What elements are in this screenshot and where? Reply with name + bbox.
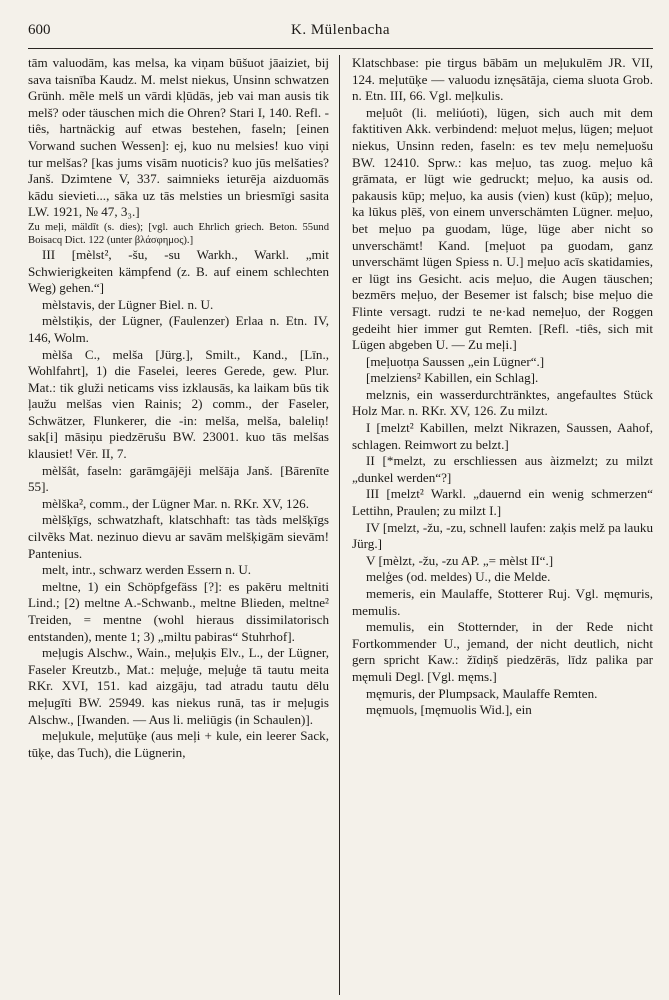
- dictionary-entry: meltne, 1) ein Schöpfgefäss [?]: es pakēru meltniti Lind.; [2) meltne A.-Schwanb., meltne Blieden, meltne² Treiden, = mentne (wohl hieraus dissimilatorisch entstanden), mente 1; 3) „miltu pabiras“ Stuhrhof].: [28, 578, 329, 644]
- dictionary-entry: mèlša C., melša [Jürg.], Smilt., Kand., [Līn., Wohlfahrt], 1) die Faselei, leeres Gerede, gew. Plur. Mat.: tik gluži neticams viss izklausās, ka laikam būs tik ļaužu melšas vien Rainis; 2) comm., der Faseler, Schwätzer, Flunkerer, die -in: melša, melša, baleliņ! sak[i] māsiņu piedzērušu BW. 23001. kuo tās melšas klausiet! Vēr. II, 7.: [28, 346, 329, 462]
- dictionary-entry: męmuols, [męmuolis Wid.], ein: [366, 702, 532, 718]
- dictionary-entry: mèlstavis, der Lügner Biel. n. U.: [42, 296, 214, 312]
- dictionary-entry: III [mèlst², -šu, -su Warkh., Warkl. „mit Schwierigkeiten kämpfend (z. B. auf einem schlechten Weg) gehen.“]: [28, 246, 329, 296]
- dictionary-entry: mèlstiķis, der Lügner, (Faulenzer) Erlaa n. Etn. IV, 146, Wolm.: [28, 313, 329, 345]
- dictionary-entry: memeris, ein Maulaffe, Stotterer Ruj. Vgl. męmuris, memulis.: [352, 586, 653, 618]
- right-column: [340, 55, 653, 995]
- two-column-body: [28, 55, 653, 995]
- etymology-note: Zu meļi, mäldīt (s. dies); [vgl. auch Ehrlich griech. Beton. 55und Boisacq Dict. 122 (unter βλάσφημος).]: [28, 221, 329, 246]
- dictionary-entry: mèlšât, faseln: garāmgājēji melšāja Janš. [Bārenīte 55].: [28, 462, 329, 495]
- dictionary-entry: memulis, ein Stotternder, in der Rede nicht Fortkommender U., jemand, der nicht deutlich, nicht gern spricht Kaw.: žīdiņš piedzērās, līdz palika par męmuli Degl. [Vgl. męms.]: [352, 619, 653, 684]
- header-rule: [28, 48, 653, 49]
- dictionary-entry: III [melzt² Warkl. „dauernd ein wenig schmerzen“ Lettihn, Praulen; zu milzt I.]: [352, 486, 653, 519]
- dictionary-entry: melģes (od. meldes) U., die Melde.: [366, 569, 551, 585]
- dictionary-entry: melznis, ein wasserdurchtränktes, angefaultes Stück Holz Mar. n. RKr. XV, 126. Zu milzt.: [352, 386, 653, 419]
- dictionary-entry: meļugis Alschw., Wain., meļuķis Elv., L., der Lügner, Faseler Kreutzb., Mat.: meļuģe, meļuģe tā tautu meita RKr. XVI, 151. kad aizgāju, tad atradu tautu dēlu meļugīti BW. 25949. kas niekus runā, tas ir meļugis Alschw., [Iwanden. — Aus li. meliūgis (in Schaulen)].: [28, 645, 329, 727]
- left-column: [28, 55, 340, 995]
- dictionary-entry: I [melzt² Kabillen, melzt Nikrazen, Saussen, Aahof, schlagen. Reimwort zu belzt.]: [352, 420, 653, 452]
- entry-continuation: tām valuodām, kas melsa, ka viņam būšuot jāaiziet, bij sava taisnība Kaudz. M. melst niekus, Unsinn schwatzen Grünh. mẽle melš un vārdi kļūdās, jeb vai man ausis tik melš? oder täuschen mich die Ohren? Stari I, 140. Refl. -tiês, hartnäckig auf etwas bestehen, faseln; [einen Vorwand suchen Wessen]: ej, kuo nu melsies! kuo viņi tur melšas? [kas jums visām nuoticis? kuo jūs melšaties? Janš. Dzimtene V, 337. saimnieks ieturēja aizduomās kādu sievieti..., sāka uz tās melsties un briesmīgi sasita LW. 1921, № 47, 3₃.]: [28, 55, 329, 220]
- dictionary-entry: męmuris, der Plumpsack, Maulaffe Remten.: [366, 685, 598, 701]
- page-header: [28, 22, 653, 44]
- running-head: K. Mülenbacha: [291, 22, 390, 38]
- dictionary-entry: mèlšķīgs, schwatzhaft, klatschhaft: tas tàds melšķīgs cilvẽks Mat. nezinuo dievu ar savām melšķigām sievām! Pantenius.: [28, 512, 329, 561]
- entry-continuation: Klatschbase: pie tirgus bābām un meļukulēm JR. VII, 124. meļutūķe — valuodu iznęsātāja, ciema sluota Grob. n. Etn. III, 66. Vgl. meļkulis.: [352, 55, 653, 104]
- page-number: 600: [28, 22, 51, 38]
- dictionary-entry: meļukule, meļutūķe (aus meļi + kule, ein leerer Sack, tūķe, das Tuch), die Lügnerin,: [28, 728, 329, 760]
- dictionary-entry: [meļuotņa Saussen „ein Lügner“.]: [366, 353, 545, 369]
- dictionary-entry: V [mèlzt, -žu, -zu AP. „= mèlst II“.]: [366, 552, 554, 568]
- dictionary-entry: meļuôt (li. meliúoti), lügen, sich auch mit dem faktitiven Akk. verbindend: meļuot meļus, lügen; meļuot niekus, Unsinn reden, faseln: es tev meļu nemeļuošu BW. 12410. Sprw.: kas meļuo, tas zuog. meļuo kâ grāmata, er lügt wie gedruckt; meļuo, ka ausis od. pakausis kūp; meļuo, ka ausis (vien) kust (kūp); meļuo, ka lūkus plēš, von einem unverschämten Lügner. meļuo, bet meļuo pa guodam, lüge, lüge aber nicht so unverschämt! Kand. [meļuot pa guodam, ganz unverschämt lügen Spiess n. U.] meļuo acīs skatidamies, er lügt ins Gesicht. acis meļuo, die Augen täuschen; bezmērs meļuo, der Besemer ist falsch; bise meļuo die Flinte versagt. rudzi te ne·kad nemeļuo, der Roggen gedeiht hier immer gut Remten. [Refl. -tiês, sich mit Lügen abgeben U. — Zu meļi.]: [352, 104, 653, 353]
- dictionary-entry: II [*melzt, zu erschliessen aus àizmelzt; zu milzt „dunkel werden“?]: [352, 453, 653, 485]
- dictionary-entry: melt, intr., schwarz werden Essern n. U.: [42, 562, 252, 578]
- dictionary-entry: mèlška², comm., der Lügner Mar. n. RKr. XV, 126.: [42, 495, 309, 511]
- dictionary-entry: [melziens² Kabillen, ein Schlag].: [366, 370, 539, 386]
- dictionary-entry: IV [melzt, -žu, -zu, schnell laufen: zaķis melž pa lauku Jürg.]: [352, 519, 653, 552]
